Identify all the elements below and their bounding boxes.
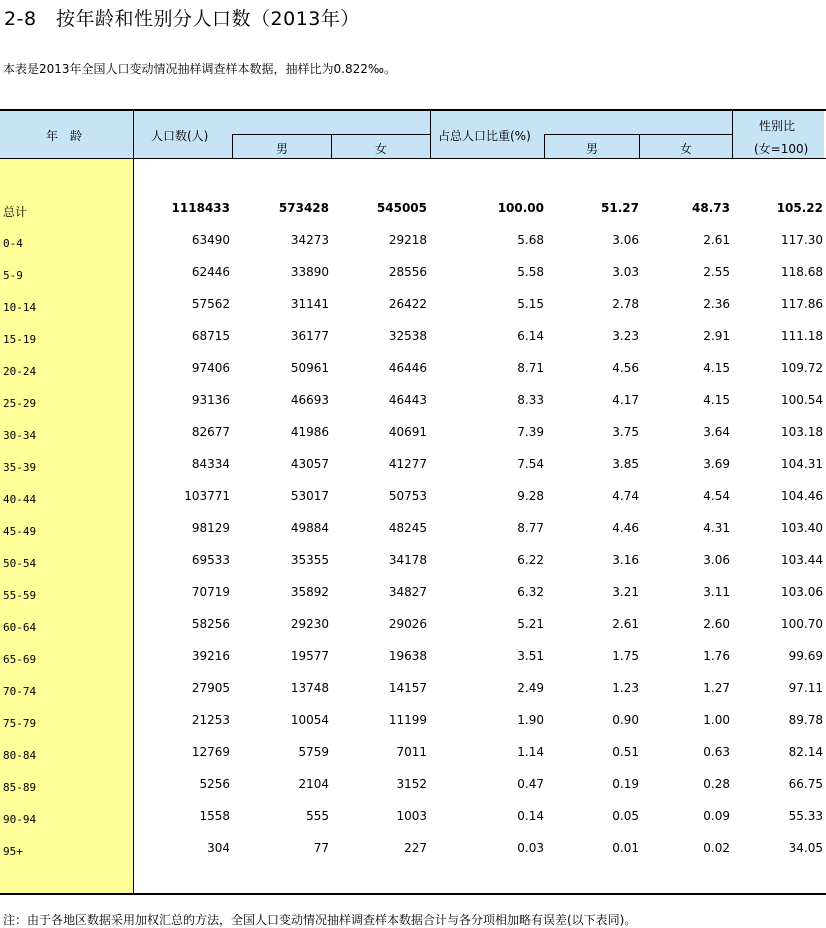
header-divider <box>430 110 431 159</box>
share-total-cell: 8.71 <box>517 361 544 375</box>
share-female-cell: 0.63 <box>703 745 730 759</box>
header-male: 男 <box>276 142 289 156</box>
population-male-cell: 43057 <box>290 457 329 471</box>
age-cell: 80-84 <box>3 749 37 762</box>
population-female-cell: 46443 <box>388 393 427 407</box>
header-subrule-share <box>544 134 732 135</box>
table-row <box>0 704 826 736</box>
population-female-cell: 34178 <box>388 553 427 567</box>
sex-ratio-cell: 104.31 <box>781 457 823 471</box>
sex-ratio-cell: 100.54 <box>781 393 823 407</box>
sex-ratio-cell: 34.05 <box>788 841 823 855</box>
header-share-male: 男 <box>586 142 599 156</box>
share-total-cell: 0.47 <box>517 777 544 791</box>
sex-ratio-cell: 100.70 <box>781 617 823 631</box>
share-female-cell: 2.91 <box>703 329 730 343</box>
share-total-cell: 5.21 <box>517 617 544 631</box>
share-male-cell: 0.19 <box>612 777 639 791</box>
table-row <box>0 544 826 576</box>
population-female-cell: 48245 <box>388 521 427 535</box>
age-cell: 40-44 <box>3 493 37 506</box>
share-total-cell: 2.49 <box>517 681 544 695</box>
population-male-cell: 573428 <box>278 201 329 215</box>
page-title: 2-8 按年龄和性别分人口数（2013年） <box>4 8 360 30</box>
header-divider <box>544 134 545 159</box>
share-male-cell: 0.05 <box>612 809 639 823</box>
population-male-cell: 34273 <box>290 233 329 247</box>
share-female-cell: 0.02 <box>703 841 730 855</box>
population-male-cell: 41986 <box>290 425 329 439</box>
share-male-cell: 0.51 <box>612 745 639 759</box>
age-cell: 95+ <box>3 845 23 858</box>
header-share-female: 女 <box>680 142 693 156</box>
share-female-cell: 2.55 <box>703 265 730 279</box>
table-bottom-rule <box>0 893 826 895</box>
population-male-cell: 555 <box>306 809 329 823</box>
population-female-cell: 41277 <box>388 457 427 471</box>
share-male-cell: 3.75 <box>612 425 639 439</box>
share-female-cell: 4.54 <box>703 489 730 503</box>
share-male-cell: 4.46 <box>612 521 639 535</box>
share-total-cell: 6.22 <box>517 553 544 567</box>
share-total-cell: 100.00 <box>497 201 544 215</box>
sex-ratio-cell: 97.11 <box>788 681 823 695</box>
sex-ratio-cell: 118.68 <box>781 265 823 279</box>
population-female-cell: 29026 <box>388 617 427 631</box>
population-male-cell: 46693 <box>290 393 329 407</box>
population-total-cell: 84334 <box>191 457 230 471</box>
share-female-cell: 1.27 <box>703 681 730 695</box>
table-row <box>0 352 826 384</box>
population-male-cell: 50961 <box>290 361 329 375</box>
header-population: 人口数(人) <box>151 129 209 143</box>
population-female-cell: 19638 <box>388 649 427 663</box>
sex-ratio-cell: 117.86 <box>781 297 823 311</box>
header-age: 年 龄 <box>46 129 83 143</box>
share-male-cell: 3.06 <box>612 233 639 247</box>
age-cell: 85-89 <box>3 781 37 794</box>
age-cell: 20-24 <box>3 365 37 378</box>
population-female-cell: 34827 <box>388 585 427 599</box>
share-female-cell: 0.28 <box>703 777 730 791</box>
age-cell: 75-79 <box>3 717 37 730</box>
table-row <box>0 512 826 544</box>
share-male-cell: 3.23 <box>612 329 639 343</box>
table-row <box>0 224 826 256</box>
header-sex-ratio-unit: (女=100) <box>754 142 809 156</box>
table-row <box>0 448 826 480</box>
sex-ratio-cell: 103.18 <box>781 425 823 439</box>
table-row <box>0 640 826 672</box>
population-total-cell: 70719 <box>191 585 230 599</box>
age-cell: 30-34 <box>3 429 37 442</box>
share-male-cell: 4.17 <box>612 393 639 407</box>
population-female-cell: 14157 <box>388 681 427 695</box>
share-male-cell: 0.90 <box>612 713 639 727</box>
population-female-cell: 50753 <box>388 489 427 503</box>
age-cell: 90-94 <box>3 813 37 826</box>
sex-ratio-cell: 103.44 <box>781 553 823 567</box>
population-total-cell: 39216 <box>191 649 230 663</box>
population-total-cell: 82677 <box>191 425 230 439</box>
table-row <box>0 608 826 640</box>
age-cell: 65-69 <box>3 653 37 666</box>
population-male-cell: 2104 <box>298 777 329 791</box>
age-cell: 70-74 <box>3 685 37 698</box>
share-total-cell: 7.54 <box>517 457 544 471</box>
population-total-cell: 69533 <box>191 553 230 567</box>
population-female-cell: 3152 <box>396 777 427 791</box>
share-male-cell: 51.27 <box>601 201 639 215</box>
population-male-cell: 5759 <box>298 745 329 759</box>
population-male-cell: 53017 <box>290 489 329 503</box>
table-row <box>0 256 826 288</box>
population-total-cell: 21253 <box>191 713 230 727</box>
age-cell: 50-54 <box>3 557 37 570</box>
share-female-cell: 3.11 <box>703 585 730 599</box>
share-male-cell: 2.78 <box>612 297 639 311</box>
population-female-cell: 11199 <box>388 713 427 727</box>
population-total-cell: 63490 <box>191 233 230 247</box>
population-male-cell: 33890 <box>290 265 329 279</box>
age-cell: 60-64 <box>3 621 37 634</box>
share-female-cell: 1.76 <box>703 649 730 663</box>
population-female-cell: 46446 <box>388 361 427 375</box>
footnote: 注：由于各地区数据采用加权汇总的方法，全国人口变动情况抽样调查样本数据合计与各分项相加略有误差(以下表同)。 <box>3 913 637 927</box>
population-total-cell: 57562 <box>191 297 230 311</box>
share-total-cell: 6.32 <box>517 585 544 599</box>
table-row <box>0 800 826 832</box>
sex-ratio-cell: 117.30 <box>781 233 823 247</box>
population-total-cell: 5256 <box>199 777 230 791</box>
population-total-cell: 12769 <box>191 745 230 759</box>
sex-ratio-cell: 89.78 <box>788 713 823 727</box>
population-female-cell: 26422 <box>388 297 427 311</box>
population-male-cell: 36177 <box>290 329 329 343</box>
sex-ratio-cell: 66.75 <box>788 777 823 791</box>
sex-ratio-cell: 55.33 <box>788 809 823 823</box>
population-total-cell: 304 <box>207 841 230 855</box>
share-total-cell: 8.77 <box>517 521 544 535</box>
population-total-cell: 27905 <box>191 681 230 695</box>
age-cell: 10-14 <box>3 301 37 314</box>
header-divider <box>639 134 640 159</box>
population-male-cell: 35892 <box>290 585 329 599</box>
table-top-rule <box>0 109 826 111</box>
table-row <box>0 768 826 800</box>
share-total-cell: 9.28 <box>517 489 544 503</box>
population-total-cell: 97406 <box>191 361 230 375</box>
header-female: 女 <box>375 142 388 156</box>
population-male-cell: 13748 <box>290 681 329 695</box>
share-female-cell: 3.69 <box>703 457 730 471</box>
share-total-cell: 5.15 <box>517 297 544 311</box>
header-bottom-rule <box>0 158 826 159</box>
table-row <box>0 320 826 352</box>
table-row <box>0 672 826 704</box>
population-male-cell: 29230 <box>290 617 329 631</box>
share-female-cell: 1.00 <box>703 713 730 727</box>
sex-ratio-cell: 105.22 <box>776 201 823 215</box>
age-cell: 35-39 <box>3 461 37 474</box>
share-male-cell: 1.23 <box>612 681 639 695</box>
share-female-cell: 2.61 <box>703 233 730 247</box>
share-male-cell: 4.56 <box>612 361 639 375</box>
population-female-cell: 1003 <box>396 809 427 823</box>
population-male-cell: 49884 <box>290 521 329 535</box>
share-female-cell: 3.06 <box>703 553 730 567</box>
share-female-cell: 4.15 <box>703 393 730 407</box>
header-share: 占总人口比重(%) <box>438 129 531 143</box>
share-total-cell: 3.51 <box>517 649 544 663</box>
share-male-cell: 4.74 <box>612 489 639 503</box>
population-total-cell: 1558 <box>199 809 230 823</box>
sex-ratio-cell: 103.40 <box>781 521 823 535</box>
share-total-cell: 8.33 <box>517 393 544 407</box>
population-total-cell: 62446 <box>191 265 230 279</box>
population-male-cell: 77 <box>313 841 329 855</box>
share-total-cell: 0.14 <box>517 809 544 823</box>
sex-ratio-cell: 103.06 <box>781 585 823 599</box>
share-total-cell: 1.90 <box>517 713 544 727</box>
table-row-total <box>0 192 826 224</box>
sex-ratio-cell: 104.46 <box>781 489 823 503</box>
population-total-cell: 93136 <box>191 393 230 407</box>
share-female-cell: 0.09 <box>703 809 730 823</box>
table-row <box>0 736 826 768</box>
age-cell: 5-9 <box>3 269 23 282</box>
table-row <box>0 832 826 864</box>
share-female-cell: 2.36 <box>703 297 730 311</box>
header-sex-ratio: 性别比 <box>759 119 796 133</box>
population-male-cell: 31141 <box>290 297 329 311</box>
table-row <box>0 384 826 416</box>
share-female-cell: 48.73 <box>692 201 730 215</box>
population-total-cell: 68715 <box>191 329 230 343</box>
population-total-cell: 58256 <box>191 617 230 631</box>
table-row <box>0 416 826 448</box>
share-female-cell: 4.15 <box>703 361 730 375</box>
share-male-cell: 3.03 <box>612 265 639 279</box>
table-description: 本表是2013年全国人口变动情况抽样调查样本数据，抽样比为0.822‰。 <box>3 62 396 76</box>
age-cell: 0-4 <box>3 237 23 250</box>
share-male-cell: 0.01 <box>612 841 639 855</box>
population-female-cell: 40691 <box>388 425 427 439</box>
share-female-cell: 3.64 <box>703 425 730 439</box>
share-total-cell: 7.39 <box>517 425 544 439</box>
age-cell: 25-29 <box>3 397 37 410</box>
share-male-cell: 3.21 <box>612 585 639 599</box>
header-divider <box>331 134 332 159</box>
share-total-cell: 5.68 <box>517 233 544 247</box>
sex-ratio-cell: 111.18 <box>781 329 823 343</box>
population-female-cell: 29218 <box>388 233 427 247</box>
table-row <box>0 480 826 512</box>
age-cell: 45-49 <box>3 525 37 538</box>
population-total-cell: 98129 <box>191 521 230 535</box>
age-cell: 总计 <box>3 205 28 219</box>
share-male-cell: 3.16 <box>612 553 639 567</box>
header-divider <box>732 110 733 159</box>
table-row <box>0 576 826 608</box>
population-total-cell: 103771 <box>184 489 230 503</box>
share-male-cell: 3.85 <box>612 457 639 471</box>
share-total-cell: 0.03 <box>517 841 544 855</box>
share-female-cell: 4.31 <box>703 521 730 535</box>
share-total-cell: 1.14 <box>517 745 544 759</box>
sex-ratio-cell: 109.72 <box>781 361 823 375</box>
population-female-cell: 545005 <box>376 201 427 215</box>
population-male-cell: 10054 <box>290 713 329 727</box>
age-cell: 15-19 <box>3 333 37 346</box>
population-female-cell: 28556 <box>388 265 427 279</box>
sex-ratio-cell: 82.14 <box>788 745 823 759</box>
population-total-cell: 1118433 <box>171 201 230 215</box>
population-female-cell: 7011 <box>396 745 427 759</box>
share-total-cell: 6.14 <box>517 329 544 343</box>
population-female-cell: 227 <box>404 841 427 855</box>
share-male-cell: 2.61 <box>612 617 639 631</box>
share-female-cell: 2.60 <box>703 617 730 631</box>
table-row <box>0 288 826 320</box>
population-female-cell: 32538 <box>388 329 427 343</box>
age-cell: 55-59 <box>3 589 37 602</box>
share-male-cell: 1.75 <box>612 649 639 663</box>
sex-ratio-cell: 99.69 <box>788 649 823 663</box>
population-male-cell: 19577 <box>290 649 329 663</box>
population-male-cell: 35355 <box>290 553 329 567</box>
share-total-cell: 5.58 <box>517 265 544 279</box>
header-divider <box>232 134 233 159</box>
